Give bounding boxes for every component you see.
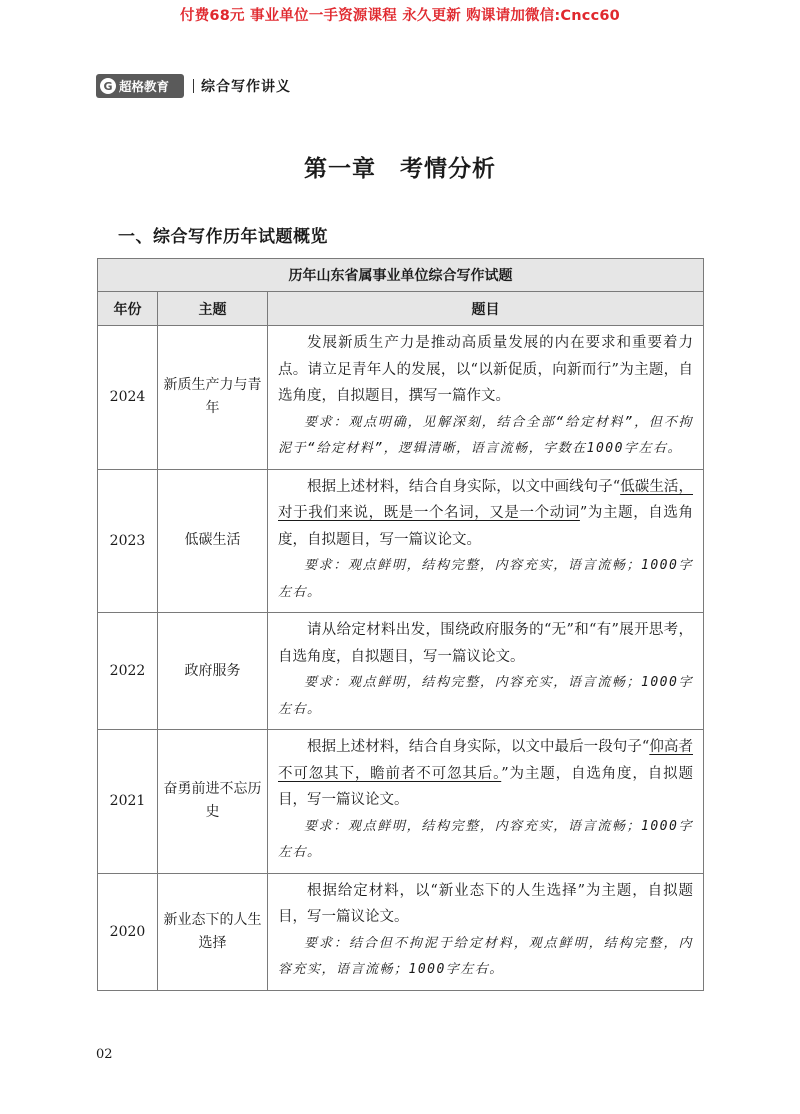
header-theme: 主题	[158, 292, 268, 326]
row-year: 2023	[98, 469, 158, 613]
row-year: 2021	[98, 730, 158, 874]
header-divider	[193, 79, 194, 93]
row-year: 2024	[98, 326, 158, 470]
row-year: 2020	[98, 873, 158, 990]
topic-requirement: 要求：观点鲜明，结构完整，内容充实，语言流畅；1000字左右。	[278, 675, 693, 717]
row-theme: 新业态下的人生选择	[158, 873, 268, 990]
row-theme: 低碳生活	[158, 469, 268, 613]
topic-text: 根据给定材料，以“新业态下的人生选择”为主题，自拟题目，写一篇议论文。	[278, 882, 693, 925]
row-topic	[268, 469, 704, 613]
table-caption: 历年山东省属事业单位综合写作试题	[98, 259, 704, 292]
header-topic: 题目	[268, 292, 704, 326]
topic-requirement: 要求：观点鲜明，结构完整，内容充实，语言流畅；1000字左右。	[278, 818, 693, 860]
topic-text: 根据上述材料，结合自身实际，以文中画线句子“低碳生活，对于我们来说，既是一个名词，又是一个动词”为主题，自选角度，自拟题目，写一篇议论文。	[278, 478, 694, 548]
row-theme: 奋勇前进不忘历史	[158, 730, 268, 874]
logo-mark-icon: G	[100, 78, 116, 94]
topic-requirement: 要求：观点明确，见解深刻，结合全部“给定材料”，但不拘泥于“给定材料”，逻辑清晰，语言流畅，字数在1000字左右。	[278, 414, 693, 456]
header-year: 年份	[98, 292, 158, 326]
row-topic	[268, 326, 704, 470]
topic-requirement: 要求：观点鲜明，结构完整，内容充实，语言流畅；1000字左右。	[278, 558, 693, 600]
watermark-banner: 付费68元 事业单位一手资源课程 永久更新 购课请加微信:Cncc60	[180, 8, 620, 24]
logo-text: 超格教育	[119, 79, 170, 94]
exam-topics-table	[97, 258, 704, 991]
page-header	[96, 74, 291, 98]
row-topic	[268, 873, 704, 990]
chapter-title: 第一章 考情分析	[304, 156, 496, 182]
table-row	[98, 613, 704, 730]
topic-text: 发展新质生产力是推动高质量发展的内在要求和重要着力点。请立足青年人的发展，以“以新促质，向新而行”为主题，自选角度，自拟题目，撰写一篇作文。	[278, 335, 693, 404]
row-topic	[268, 613, 704, 730]
header-title: 综合写作讲义	[201, 79, 291, 95]
row-theme: 政府服务	[158, 613, 268, 730]
table-row	[98, 326, 704, 470]
brand-logo	[96, 74, 184, 98]
table-row	[98, 873, 704, 990]
table-row	[98, 730, 704, 874]
underlined-quote: 低碳生活，对于我们来说，既是一个名词，又是一个动词	[278, 478, 693, 521]
table-row	[98, 469, 704, 613]
section-title: 一、综合写作历年试题概览	[118, 227, 328, 247]
topic-text: 请从给定材料出发，围绕政府服务的“无”和“有”展开思考，自选角度，自拟题目，写一篇议论文。	[278, 622, 693, 665]
page-number: 02	[96, 1047, 113, 1062]
underlined-quote: 仰高者不可忽其下，瞻前者不可忽其后。	[278, 739, 693, 782]
topic-text: 根据上述材料，结合自身实际，以文中最后一段句子“仰高者不可忽其下，瞻前者不可忽其后。”为主题，自选角度，自拟题目，写一篇议论文。	[278, 739, 693, 808]
topic-requirement: 要求：结合但不拘泥于给定材料，观点鲜明，结构完整，内容充实，语言流畅；1000字左右。	[278, 935, 693, 977]
row-year: 2022	[98, 613, 158, 730]
row-theme: 新质生产力与青年	[158, 326, 268, 470]
row-topic	[268, 730, 704, 874]
